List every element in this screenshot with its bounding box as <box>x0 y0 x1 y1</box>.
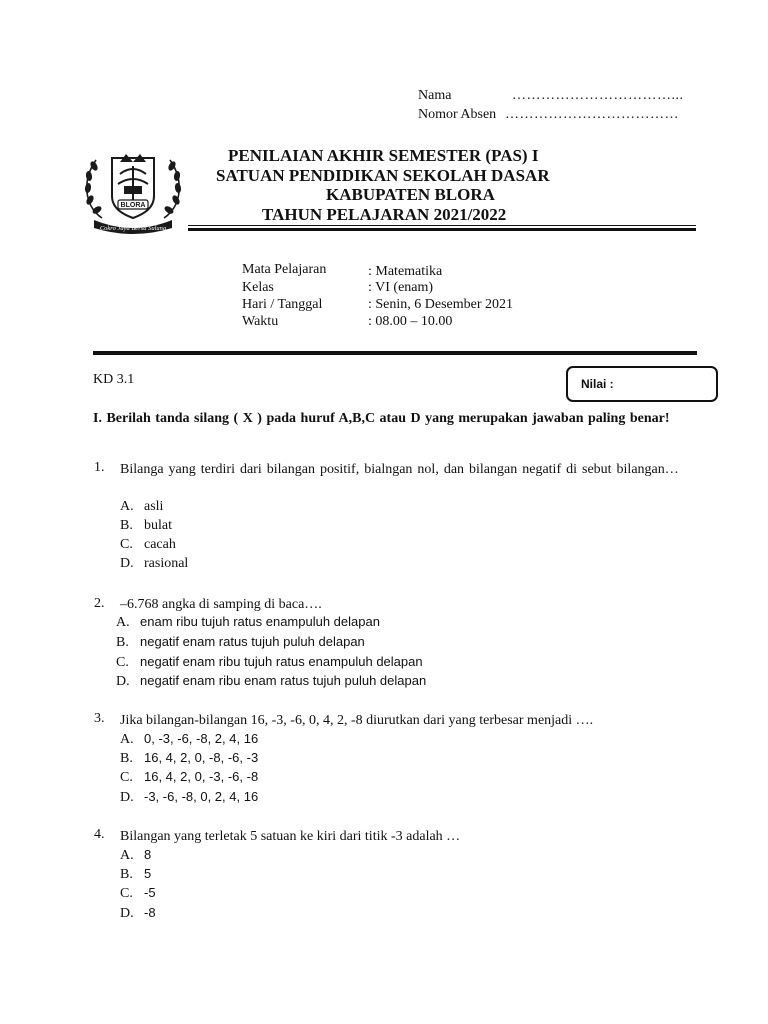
option-letter: B. <box>116 635 129 650</box>
option-letter: A. <box>120 732 134 747</box>
option-text: bulat <box>144 518 172 533</box>
name-label: Nama <box>418 88 452 103</box>
option-letter: B. <box>120 867 133 882</box>
info-date-row <box>242 297 702 314</box>
option-text: negatif enam ribu tujuh ratus enampuluh delapan <box>140 654 423 669</box>
option-letter: D. <box>120 790 134 805</box>
option-text: -5 <box>144 885 156 900</box>
option-letter: A. <box>116 615 130 630</box>
option-letter: A. <box>120 499 134 514</box>
section-divider <box>93 351 697 355</box>
question-text: Bilangan yang terletak 5 satuan ke kiri dari titik -3 adalah … <box>120 829 461 844</box>
logo-banner-text: BLORA <box>120 202 146 209</box>
option-a[interactable] <box>116 614 380 631</box>
kd-label: KD 3.1 <box>93 372 135 387</box>
class-value: : VI (enam) <box>368 280 434 295</box>
question-number: 2. <box>94 596 105 611</box>
subject-label: Mata Pelajaran <box>242 262 327 277</box>
question-text: Bilanga yang terdiri dari bilangan positif, bialngan nol, dan bilangan negatif di sebut bilangan… <box>120 462 679 477</box>
option-d[interactable] <box>120 789 258 806</box>
option-letter: C. <box>120 886 133 901</box>
option-letter: D. <box>116 674 130 689</box>
option-letter: A. <box>120 848 134 863</box>
score-box[interactable] <box>566 366 718 402</box>
option-c[interactable] <box>120 537 176 553</box>
logo-motto-text: Cokro Jaya Bersa Sulung <box>99 225 167 232</box>
option-text: -3, -6, -8, 0, 2, 4, 16 <box>144 789 259 804</box>
header-line-4: TAHUN PELAJARAN 2021/2022 <box>262 205 507 224</box>
option-d[interactable] <box>116 673 426 690</box>
option-text: 0, -3, -6, -8, 2, 4, 16 <box>144 731 259 746</box>
option-a[interactable] <box>120 847 151 864</box>
header-line-3: KABUPATEN BLORA <box>326 185 495 204</box>
time-value: : 08.00 – 10.00 <box>368 314 453 329</box>
option-b[interactable] <box>116 634 365 651</box>
absen-blank[interactable]: ……………………………… <box>505 107 679 122</box>
question-number: 3. <box>94 711 105 726</box>
header-line-2: SATUAN PENDIDIKAN SEKOLAH DASAR <box>216 166 550 185</box>
question-number: 1. <box>94 460 105 475</box>
option-text: 8 <box>144 847 152 862</box>
option-text: asli <box>144 499 164 514</box>
option-letter: C. <box>116 655 129 670</box>
option-letter: B. <box>120 751 133 766</box>
info-class-row <box>242 280 702 297</box>
option-letter: C. <box>120 537 133 552</box>
date-value: : Senin, 6 Desember 2021 <box>368 297 514 312</box>
date-label: Hari / Tanggal <box>242 297 323 312</box>
option-text: 16, 4, 2, 0, -3, -6, -8 <box>144 769 259 784</box>
absen-label: Nomor Absen <box>418 107 497 122</box>
option-text: 5 <box>144 866 152 881</box>
option-a[interactable] <box>120 499 163 515</box>
option-b[interactable] <box>120 866 151 883</box>
option-text: negatif enam ribu enam ratus tujuh puluh delapan <box>140 673 427 688</box>
question-text: Jika bilangan-bilangan 16, -3, -6, 0, 4, 2, -8 diurutkan dari yang terbesar menjadi …. <box>120 713 594 728</box>
header-rule-thin <box>188 225 696 226</box>
subject-value: : Matematika <box>368 264 443 279</box>
header-rule-thick <box>188 228 696 231</box>
option-letter: D. <box>120 556 134 571</box>
option-c[interactable] <box>120 885 156 902</box>
option-text: negatif enam ratus tujuh puluh delapan <box>140 634 365 649</box>
option-letter: B. <box>120 518 133 533</box>
option-b[interactable] <box>120 750 258 767</box>
question-text: –6.768 angka di samping di baca…. <box>120 597 322 612</box>
info-subject-row <box>242 262 702 279</box>
option-text: enam ribu tujuh ratus enampuluh delapan <box>140 614 380 629</box>
name-blank[interactable]: ……………………………... <box>512 88 684 103</box>
option-b[interactable] <box>120 518 172 534</box>
option-letter: D. <box>120 906 134 921</box>
instruction-text: I. Berilah tanda silang ( X ) pada huruf A,B,C atau D yang merupakan jawaban paling benar! <box>93 411 670 426</box>
score-label: Nilai : <box>581 377 614 391</box>
header-line-1: PENILAIAN AKHIR SEMESTER (PAS) I <box>228 146 539 165</box>
option-text: rasional <box>144 556 189 571</box>
info-time-row <box>242 314 702 331</box>
option-text: cacah <box>144 537 176 552</box>
time-label: Waktu <box>242 314 279 329</box>
option-c[interactable] <box>116 654 423 671</box>
option-c[interactable] <box>120 769 258 786</box>
option-text: -8 <box>144 905 156 920</box>
blora-regency-logo <box>80 140 186 236</box>
option-a[interactable] <box>120 731 258 748</box>
option-text: 16, 4, 2, 0, -8, -6, -3 <box>144 750 259 765</box>
option-d[interactable] <box>120 905 156 922</box>
option-d[interactable] <box>120 556 188 572</box>
option-letter: C. <box>120 770 133 785</box>
question-number: 4. <box>94 827 105 842</box>
class-label: Kelas <box>242 280 274 295</box>
